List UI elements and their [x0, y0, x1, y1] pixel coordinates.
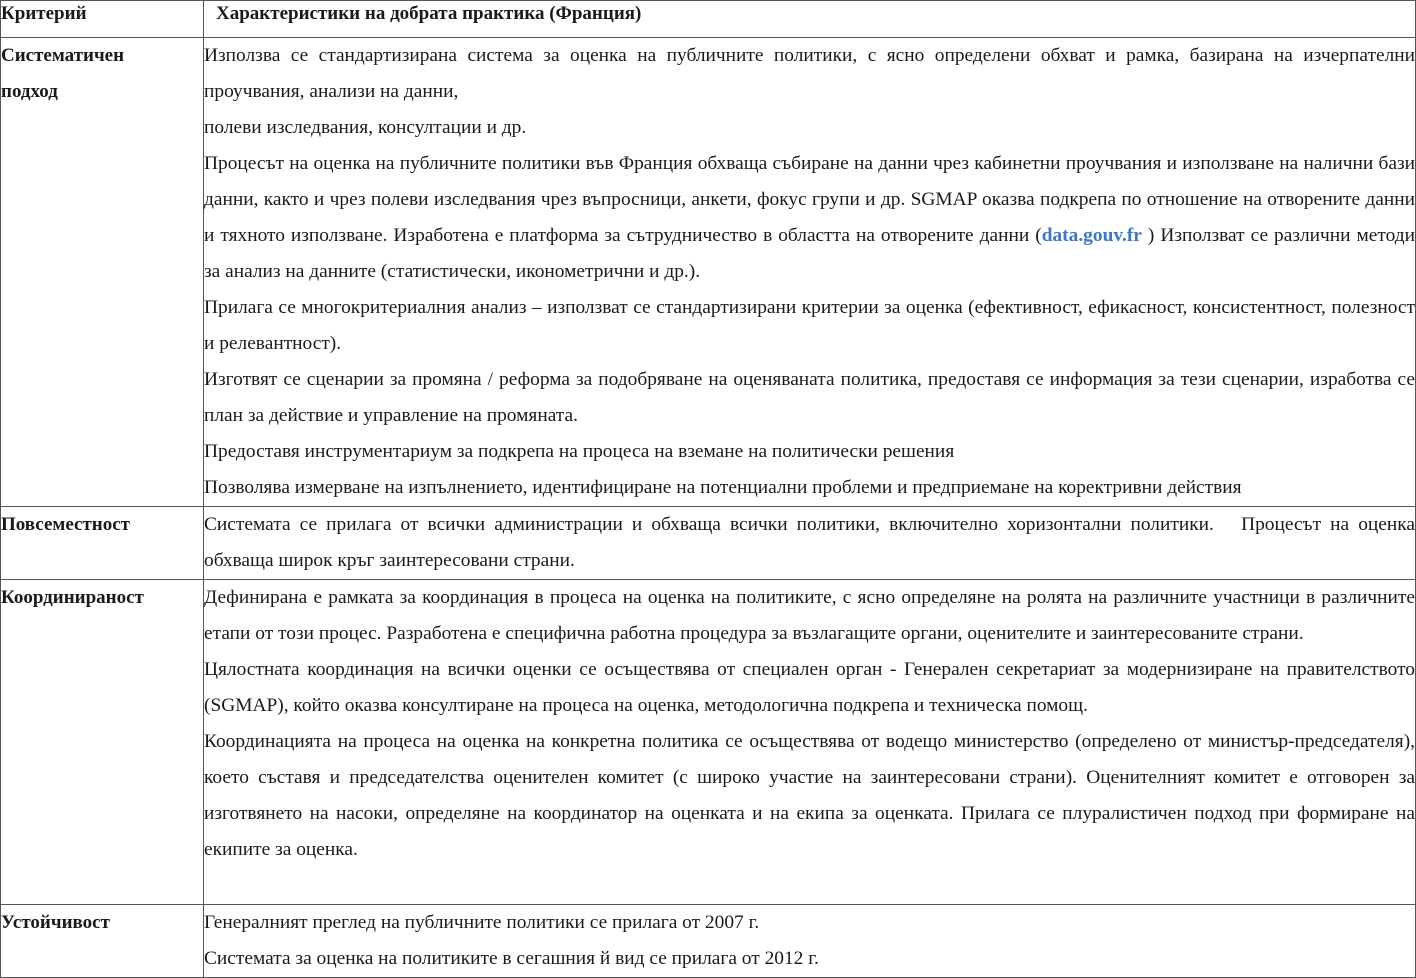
paragraph: полеви изследвания, консултации и др. [204, 117, 527, 138]
paragraph-text: ) Използват се различни методи за анализ на данните (статистически, иконометрични и др.). [204, 225, 1416, 282]
header-characteristics: Характеристики на добрата практика (Франция) [204, 1, 1416, 38]
criterion-cell [1, 38, 204, 507]
header-criterion: Критерий [1, 1, 204, 38]
data-gouv-link[interactable]: data.gouv.fr [1041, 225, 1142, 246]
paragraph: Позволява измерване на изпълнението, идентифициране на потенциални проблеми и предприемане на коректривни действия [204, 477, 1242, 498]
table-row [1, 507, 1416, 580]
paragraph: Прилага се многокритериалния анализ – използват се стандартизирани критерии за оценка (ефективност, ефикасност, консистентност, полезност и релевантност). [204, 297, 1415, 354]
paragraph: Системата се прилага от всички администрации и обхваща всички политики, включително хоризонтални политики. Процесът на оценка обхваща широк кръг заинтересовани страни. [204, 514, 1415, 571]
characteristics-cell [204, 38, 1416, 507]
paragraph: Предоставя инструментариум за подкрепа на процеса на вземане на политически решения [204, 441, 955, 462]
table-row [1, 580, 1416, 905]
criterion-label: Координираност [1, 587, 144, 608]
paragraph-text: Процесът на оценка на публичните политики във Франция обхваща събиране на данни чрез кабинетни проучвания и използване на налични бази данни, както и чрез полеви изследвания чрез въпросници, анкети, фокус групи и др. SGMAP оказва подкрепа по отношение на отворените данни и тяхното използване. Изработена е платформа за сътрудничество в областта на отворените данни ( [204, 153, 1415, 246]
paragraph: Използва се стандартизирана система за оценка на публичните политики, с ясно определени обхват и рамка, базирана на изчерпателни проучвания, анализи на данни, [204, 45, 1415, 102]
criterion-cell [1, 507, 204, 580]
criterion-label: Повсеместност [1, 514, 130, 535]
paragraph [204, 146, 1415, 290]
table-row [1, 905, 1416, 978]
criterion-label: подход [1, 81, 58, 102]
paragraph: Координацията на процеса на оценка на конкретна политика се осъществява от водещо министерство (определено от министър-председателя), което съставя и председателства оценителен комитет (с широко участие на заинтересовани страни). Оценителният комитет е отговорен за изготвянето на насоки, определяне на координатор на оценката и на екипа за оценката. Прилага се плуралистичен подход при формиране на екипите за оценка. [204, 731, 1415, 860]
criterion-cell [1, 905, 204, 978]
criterion-label: Устойчивост [1, 912, 110, 933]
paragraph: Изготвят се сценарии за промяна / реформа за подобряване на оценяваната политика, предоставя се информация за тези сценарии, изработва се план за действие и управление на промяната. [204, 369, 1415, 426]
paragraph: Дефинирана е рамката за координация в процеса на оценка на политиките, с ясно определяне на ролята на различните участници в различните етапи от този процес. Разработена е специфична работна процедура за възлагащите органи, оценителите и заинтересованите страни. [204, 587, 1415, 644]
paragraph: Генералният преглед на публичните политики се прилага от 2007 г. [204, 912, 760, 933]
paragraph: Системата за оценка на политиките в сегашния й вид се прилага от 2012 г. [204, 948, 819, 969]
table-row [1, 38, 1416, 507]
paragraph: Цялостната координация на всички оценки се осъществява от специален орган - Генерален секретариат за модернизиране на правителството (SGMAP), който оказва консултиране на процеса на оценка, методологична подкрепа и техническа помощ. [204, 659, 1415, 716]
characteristics-cell [204, 580, 1416, 905]
criterion-label: Систематичен [1, 45, 125, 66]
criterion-cell [1, 580, 204, 905]
table-header-row [1, 1, 1416, 38]
characteristics-cell [204, 905, 1416, 978]
characteristics-cell [204, 507, 1416, 580]
